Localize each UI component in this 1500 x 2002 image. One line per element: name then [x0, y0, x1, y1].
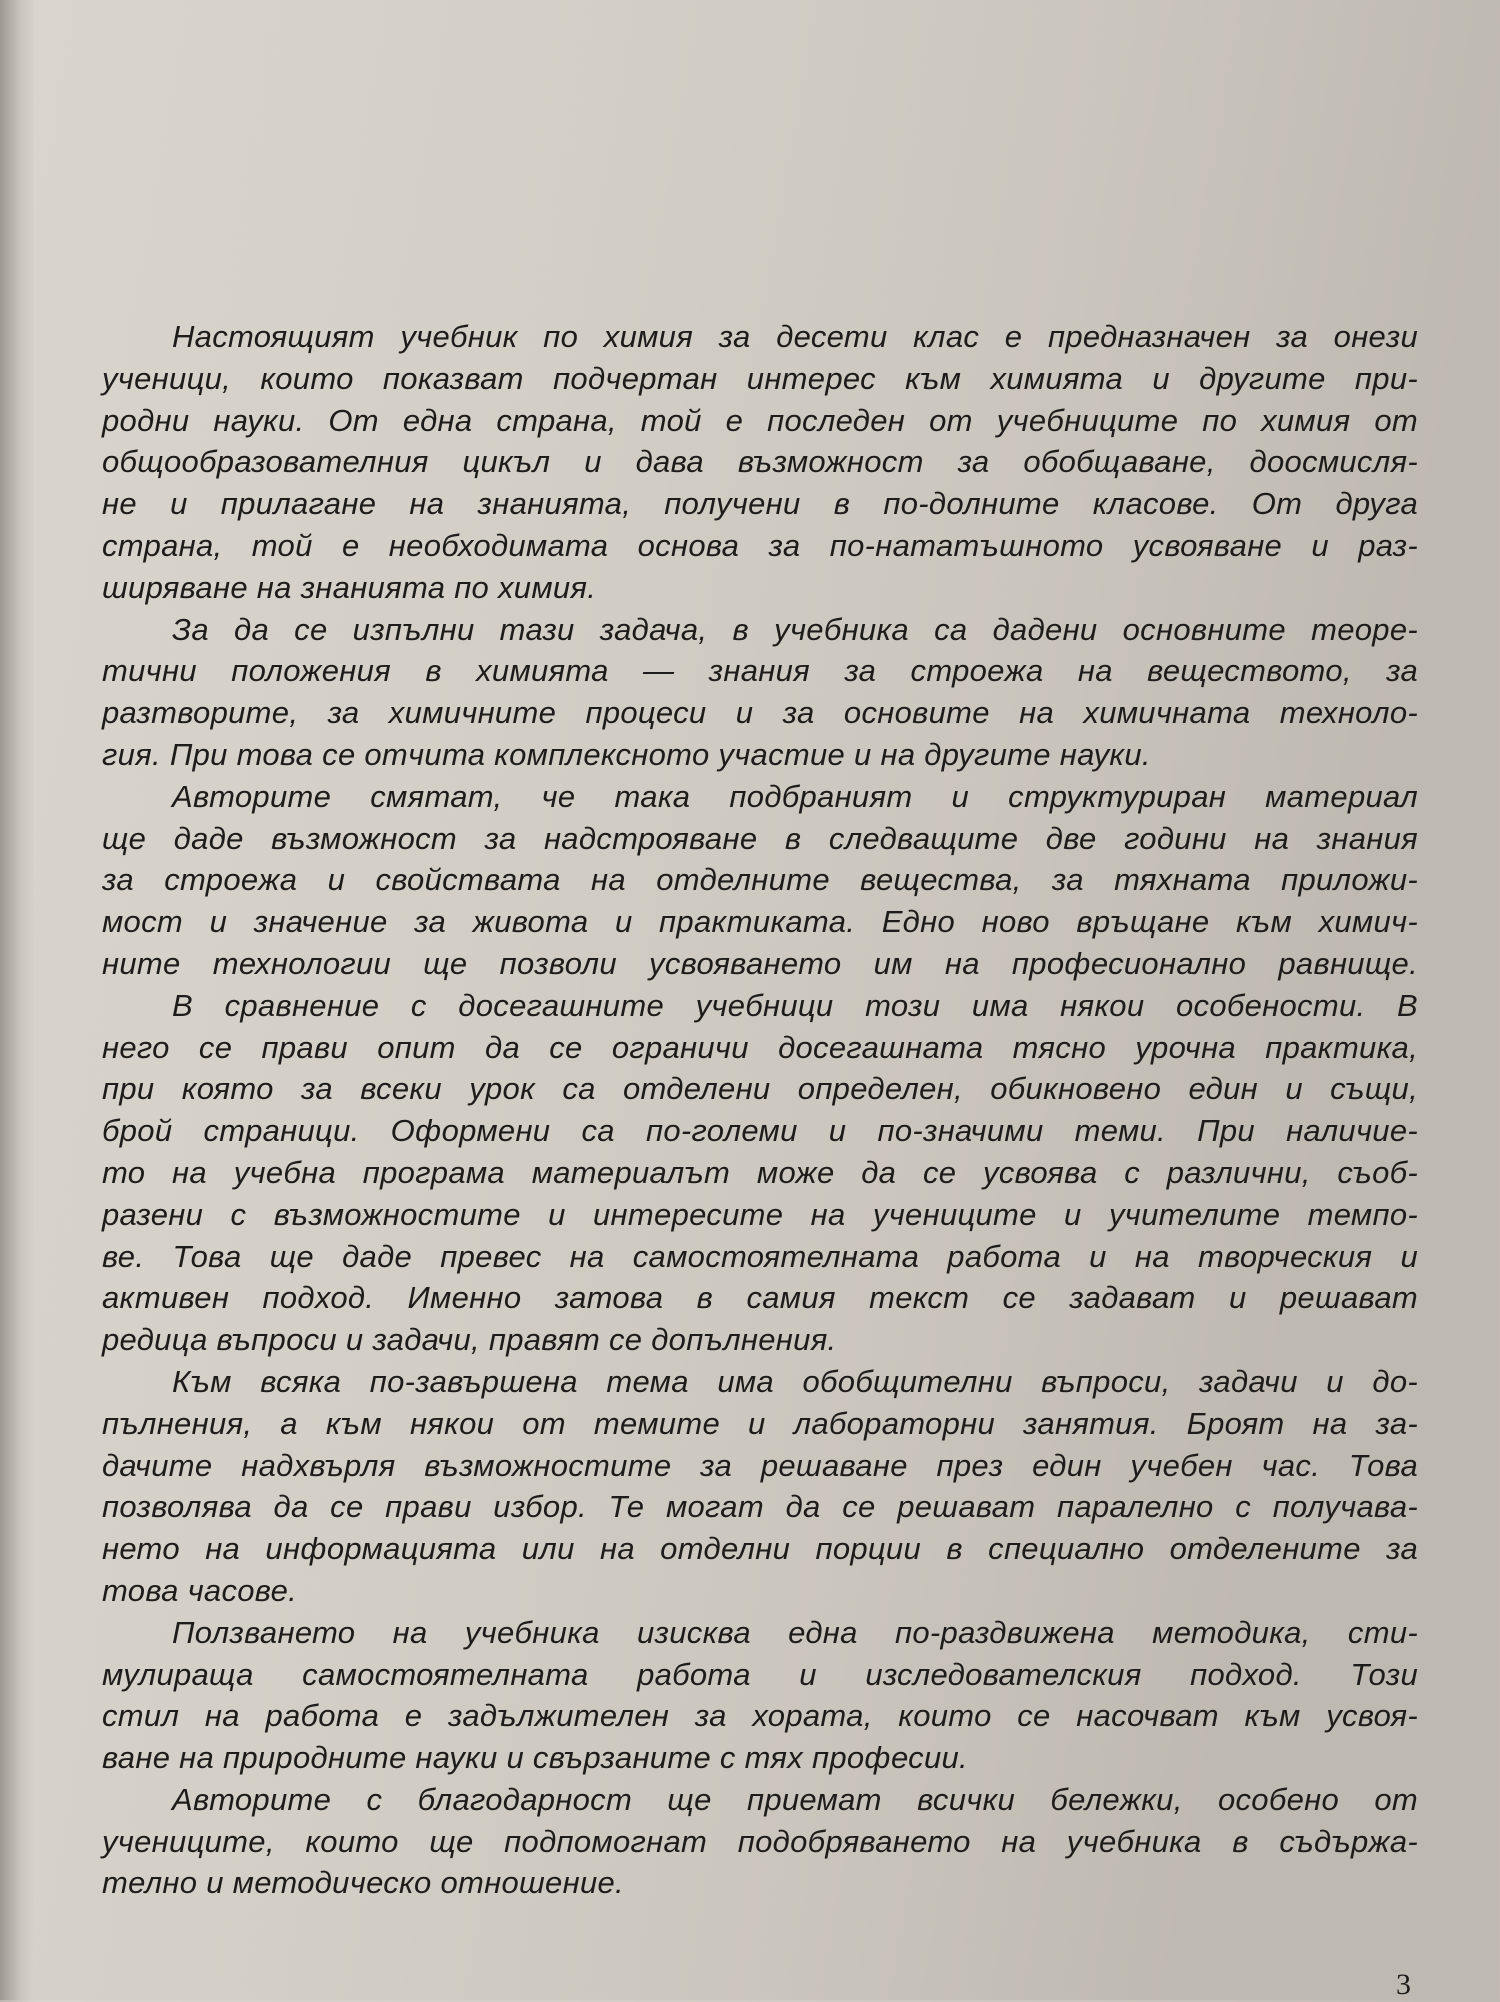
text-line: ученици, които показват подчертан интерес към химията и другите при-	[102, 360, 1418, 396]
text-line: ве. Това ще даде превес на самостоятелната работа и на творческия и	[102, 1238, 1418, 1274]
paragraph	[102, 1612, 1418, 1779]
paragraph	[102, 609, 1418, 776]
text-line: разени с възможностите и интересите на учениците и учителите темпо-	[102, 1196, 1418, 1232]
text-line: страна, той е необходимата основа за по-нататъшното усвояване и раз-	[102, 527, 1418, 563]
paragraph	[102, 316, 1418, 609]
text-line: тични положения в химията — знания за строежа на веществото, за	[102, 653, 1418, 689]
text-line: Към всяка по-завършена тема има обобщителни въпроси, задачи и до-	[172, 1363, 1418, 1399]
paragraph	[102, 1361, 1418, 1612]
text-line: Настоящият учебник по химия за десети клас е предназначен за онези	[172, 319, 1418, 354]
text-line: телно и методическо отношение.	[102, 1865, 624, 1901]
text-line: родни науки. От една страна, той е последен от учебниците по химия от	[102, 402, 1418, 438]
text-line: за строежа и свойствата на отделните вещества, за тяхната приложи-	[102, 862, 1418, 898]
text-line: ните технологии ще позволи усвояването им на професионално равнище.	[102, 945, 1418, 981]
text-line: мост и значение за живота и практиката. Едно ново връщане към химич-	[102, 904, 1418, 940]
book-spine-shadow	[0, 0, 34, 2000]
text-line: разтворите, за химичните процеси и за основите на химичната техноло-	[102, 695, 1418, 731]
paragraph	[102, 1779, 1418, 1904]
text-line: активен подход. Именно затова в самия текст се задават и решават	[102, 1280, 1418, 1316]
text-line: то на учебна програма материалът може да се усвоява с различни, съоб-	[102, 1154, 1418, 1190]
page-number: 3	[1396, 1968, 1411, 2001]
paragraph	[102, 985, 1418, 1361]
text-line: при която за всеки урок са отделени определен, обикновено един и същи,	[102, 1071, 1418, 1107]
text-line: Ползването на учебника изисква една по-раздвижена методика, сти-	[172, 1614, 1418, 1650]
text-line: пълнения, а към някои от темите и лабораторни занятия. Броят на за-	[102, 1405, 1418, 1441]
text-line: Авторите с благодарност ще приемат всички бележки, особено от	[172, 1781, 1418, 1817]
text-line: Авторите смятат, че така подбраният и структуриран материал	[172, 778, 1418, 814]
text-line: гия. При това се отчита комплексното участие и на другите науки.	[102, 736, 1151, 772]
text-line: ширяване на знанията по химия.	[102, 569, 597, 605]
text-line: нето на информацията или на отделни порции в специално отделените за	[102, 1531, 1418, 1567]
text-line: мулираща самостоятелната работа и изследователския подход. Този	[102, 1656, 1418, 1692]
text-line: дачите надхвърля възможностите за решаване през един учебен час. Това	[102, 1447, 1418, 1483]
text-line: За да се изпълни тази задача, в учебника са дадени основните теоре-	[172, 611, 1418, 647]
text-line: това часове.	[102, 1572, 298, 1608]
preface-text	[102, 316, 1418, 1904]
text-line: не и прилагане на знанията, получени в по-долните класове. От друга	[102, 486, 1418, 522]
text-line: редица въпроси и задачи, правят се допълнения.	[102, 1322, 837, 1358]
text-line: ване на природните науки и свързаните с тях професии.	[102, 1740, 968, 1776]
text-line: брой страници. Оформени са по-големи и по-значими теми. При наличие-	[102, 1113, 1418, 1149]
text-line: него се прави опит да се ограничи досегашната тясно урочна практика,	[102, 1029, 1418, 1065]
text-line: В сравнение с досегашните учебници този има някои особености. В	[172, 987, 1418, 1023]
text-line: учениците, които ще подпомогнат подобряването на учебника в съдържа-	[102, 1823, 1418, 1859]
text-line: позволява да се прави избор. Те могат да се решават паралелно с получава-	[102, 1489, 1418, 1525]
text-line: общообразователния цикъл и дава възможност за обобщаване, доосмисля-	[102, 444, 1418, 480]
text-line: стил на работа е задължителен за хората, които се насочват към усвоя-	[102, 1698, 1418, 1734]
paragraph	[102, 776, 1418, 985]
text-line: ще даде възможност за надстрояване в следващите две години на знания	[102, 820, 1418, 856]
